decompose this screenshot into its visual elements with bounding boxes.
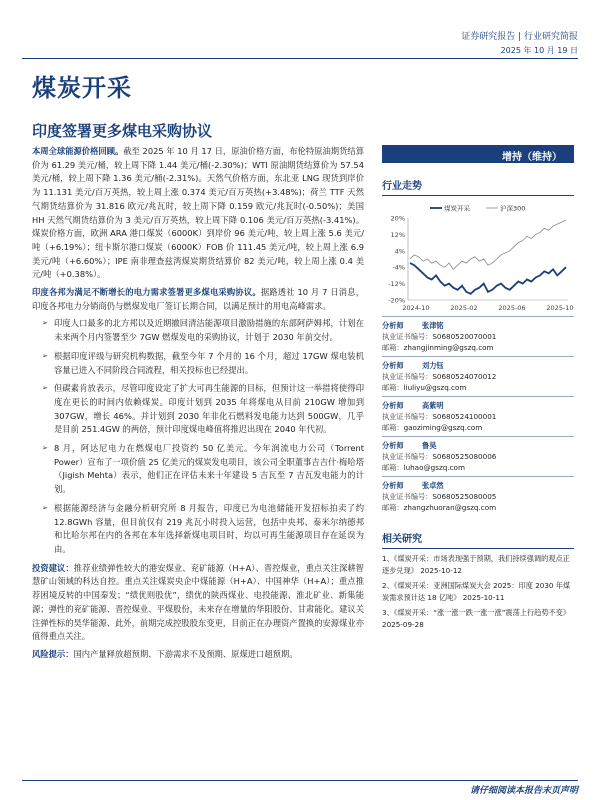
related-item[interactable]: 1、《煤炭开采：市场表现强于预期，我们持续强调的观点正逐步兑现》 2025-10-12 bbox=[382, 554, 570, 575]
x-tick-label: 2025-02 bbox=[450, 304, 478, 312]
analyst-email[interactable]: luhao@gszq.com bbox=[403, 463, 465, 472]
report-category: 证券研究报告 | 行业研究简报 bbox=[461, 32, 578, 42]
cert-number: S0680525080006 bbox=[432, 452, 497, 461]
header-divider bbox=[22, 58, 578, 59]
lead-india: 印度各邦为满足不断增长的电力需求签署更多煤电采购协议。 bbox=[32, 287, 261, 298]
email-label: 邮箱： bbox=[382, 423, 404, 432]
email-label: 邮箱： bbox=[382, 463, 404, 472]
series-line-coal bbox=[410, 263, 566, 294]
email-label: 邮箱： bbox=[382, 503, 404, 512]
paragraph-risk bbox=[32, 648, 364, 662]
text-energy-prices: 截至 2025 年 10 月 17 日，原油价格方面，布伦特原油期货结算价为 61.29 美元/桶，较上周下降 1.44 美元/桶(-2.30%)；WTI 原油期货结算价为 57.54 美元/桶，较上周下降 1.36 美元/桶(-2.31%)。天然气价格方面，东北亚 LNG 现货到岸价为 11.131 美元/百万英热，较上周上涨 0.374 美元/百万英热(+3.48%)；荷兰 TTF 天然气期货结算价为 31.816 欧元/兆瓦时，较上周下降 0.159 欧元/兆瓦时(-0.50%)；美国 HH 天然气期货结算价为 3 美元/百万英热，较上周下降 0.106 美元/百万英热(-3.41%)。煤炭价格方面，欧洲 ARA 港口煤炭（6000K）到岸价 96 美元/吨，较上周上涨 5.6 美元/吨（+6.19%）；纽卡斯尔港口煤炭（6000K）FOB 价 111.45 美元/吨，较上周上涨 6.9 美元/吨（+6.60%）；IPE 南非理查兹湾煤炭期货结算价 82 美元/吨，较上周上涨 0.4 美元/吨（+0.38%）。 bbox=[32, 146, 364, 280]
analyst-email[interactable]: zhangzhuoran@gszq.com bbox=[403, 503, 497, 512]
analyst-role: 分析师 bbox=[382, 441, 404, 450]
analyst-role: 分析师 bbox=[382, 481, 404, 490]
lead-investment: 投资建议： bbox=[32, 562, 74, 573]
y-tick-label: 12% bbox=[390, 230, 405, 239]
related-section-title: 相关研究 bbox=[382, 530, 574, 549]
main-column bbox=[32, 145, 364, 666]
text-india: 据路透社 10 月 7 日消息，印度各邦电力分销商仍与燃煤发电厂签订长期合同，以满足预计的用电高峰需求。 bbox=[32, 287, 364, 311]
bullet-item: ➢ 根据能源经济与金融分析研究所 8 月报告，印度已为电池储能开发招标拍卖了约 12.8GWh 容量，但目前仅有 219 兆瓦小时投入运营，包括中央邦、泰米尔纳德邦和比哈尔邦在内的各邦在本年选择新煤电项目时，均以可再生能源项目存在延误为由。 bbox=[32, 502, 364, 557]
bullet-item: ➢ 根据印度评级与研究机构数据，截至今年 7 个月的 16 个月，超过 17GW 煤电装机容量已进入不同阶段合同流程，相关投标也已经提出。 bbox=[32, 350, 364, 377]
x-tick-label: 2025-10 bbox=[546, 304, 574, 312]
text-risk: 国内产量释放超预期、下游需求不及预期、原煤进口超预期。 bbox=[73, 648, 298, 659]
rating-badge: 增持（维持） bbox=[382, 145, 574, 163]
analyst-name: 鲁昊 bbox=[422, 441, 437, 450]
x-tick-label: 2024-10 bbox=[402, 304, 430, 312]
y-tick-label: 4% bbox=[394, 247, 405, 256]
trend-chart-svg bbox=[382, 196, 574, 316]
analyst-card bbox=[382, 396, 574, 436]
analyst-card bbox=[382, 356, 574, 396]
analyst-email[interactable]: gaoziming@gszq.com bbox=[403, 423, 483, 432]
analyst-name: 高紫明 bbox=[422, 401, 444, 410]
legend-label: 沪深300 bbox=[500, 204, 526, 213]
bullet-item: ➢ 8 月，阿达尼电力在燃煤电厂投资约 50 亿美元。今年润流电力公司（Torrent Power）宣布了一项价值 25 亿美元的煤炭发电项目，该公司全职董事吉吉什·梅哈塔（Jigish Mehta）表示，他们正在评估未来十年建设 5 吉瓦至 7 吉瓦发电能力的计划。 bbox=[32, 442, 364, 497]
cert-label: 执业证书编号： bbox=[382, 332, 433, 341]
legend-label: 煤炭开采 bbox=[444, 204, 470, 213]
cert-label: 执业证书编号： bbox=[382, 372, 433, 381]
industry-trend-chart bbox=[382, 196, 574, 316]
paragraph-india bbox=[32, 286, 364, 313]
cert-number: S0680524070012 bbox=[432, 372, 497, 381]
analyst-name: 刘力钰 bbox=[422, 361, 444, 370]
y-tick-label: -12% bbox=[388, 280, 405, 289]
industry-title: 煤炭开采 bbox=[32, 73, 132, 102]
y-tick-label: 20% bbox=[390, 214, 405, 223]
related-list bbox=[382, 553, 574, 630]
report-subtitle: 印度签署更多煤电采购协议 bbox=[32, 122, 213, 140]
analyst-role: 分析师 bbox=[382, 321, 404, 330]
cert-label: 执业证书编号： bbox=[382, 412, 433, 421]
related-item[interactable]: 3、《煤炭开采：“涨一涨一跌一涨一涨”震荡上行趋势不变》 2025-09-28 bbox=[382, 608, 571, 629]
trend-section-title: 行业走势 bbox=[382, 177, 574, 196]
analyst-card bbox=[382, 316, 574, 356]
analyst-card bbox=[382, 476, 574, 516]
cert-number: S0680524100001 bbox=[432, 412, 497, 421]
cert-label: 执业证书编号： bbox=[382, 452, 433, 461]
bullet-item: ➢ 印度人口最多的北方邦以及近期撤回清洁能源项目激励措施的东部阿萨姆邦，计划在未来两个月内签署至少 7GW 燃煤发电的采购协议，计划于 2030 年前交付。 bbox=[32, 317, 364, 344]
series-line-hs300 bbox=[410, 220, 566, 269]
text-investment: 推荐业绩弹性较大的港安煤业、兖矿能源（H+A）、晋控煤业，重点关注深耕智慧矿山领域的科达自控。重点关注煤炭央企中煤能源（H+A）、中国神华（H+A）；重点推荐困境反转的中国秦发；“绩优则股优”，绩优的陕西煤业、电投能源、淮北矿业、新集能源；弹性的兖矿能源、晋控煤业、平煤股份，未来存在增量的华阳股份、甘肃能化。建议关注弹性标的昊华能源、此外，前期完成控股股东变更，目前正在办理资产置换的安源煤业亦值得重点关注。 bbox=[32, 562, 364, 642]
paragraph-investment bbox=[32, 562, 364, 644]
y-tick-label: -20% bbox=[388, 296, 405, 305]
analyst-name: 张津铭 bbox=[422, 321, 444, 330]
lead-risk: 风险提示： bbox=[32, 648, 74, 659]
email-label: 邮箱： bbox=[382, 383, 404, 392]
email-label: 邮箱： bbox=[382, 343, 404, 352]
analyst-role: 分析师 bbox=[382, 361, 404, 370]
footer-disclaimer: 请仔细阅读本报告末页声明 bbox=[22, 780, 578, 796]
analyst-card bbox=[382, 436, 574, 476]
analyst-name: 张卓然 bbox=[422, 481, 444, 490]
x-tick-label: 2025-06 bbox=[498, 304, 526, 312]
cert-number: S0680520070001 bbox=[432, 332, 497, 341]
sidebar bbox=[382, 145, 574, 634]
cert-label: 执业证书编号： bbox=[382, 492, 433, 501]
analyst-email[interactable]: zhangjinming@gszq.com bbox=[403, 343, 494, 352]
related-item[interactable]: 2、《煤炭开采：亚洲国际煤炭大会 2025：印度 2030 年煤炭需求预计达 18 亿吨》 2025-10-11 bbox=[382, 581, 571, 602]
bullet-item: ➢ 但碳素肯放表示，尽管印度设定了扩大可再生能源的目标，但预计这一举措将使得印度在更长的时间内依赖煤炭。印度计划到 2035 年将煤电从目前 210GW 增加到 307GW，增长 46%。并计划到 2030 年非化石燃料发电能力达到 500GW，几乎是目前 251.4GW 的两倍，预计印度煤电峰值将推迟出现在 2040 年代初。 bbox=[32, 382, 364, 437]
lead-energy-prices: 本周全球能源价格回顾。 bbox=[32, 146, 124, 156]
analyst-email[interactable]: liuliyu@gszq.com bbox=[403, 383, 467, 392]
report-date: 2025 年 10 月 19 日 bbox=[500, 46, 578, 55]
y-tick-label: -4% bbox=[392, 263, 405, 272]
cert-number: S0680525080005 bbox=[432, 492, 497, 501]
paragraph-energy-prices bbox=[32, 145, 364, 282]
analyst-role: 分析师 bbox=[382, 401, 404, 410]
analyst-list bbox=[382, 316, 574, 516]
